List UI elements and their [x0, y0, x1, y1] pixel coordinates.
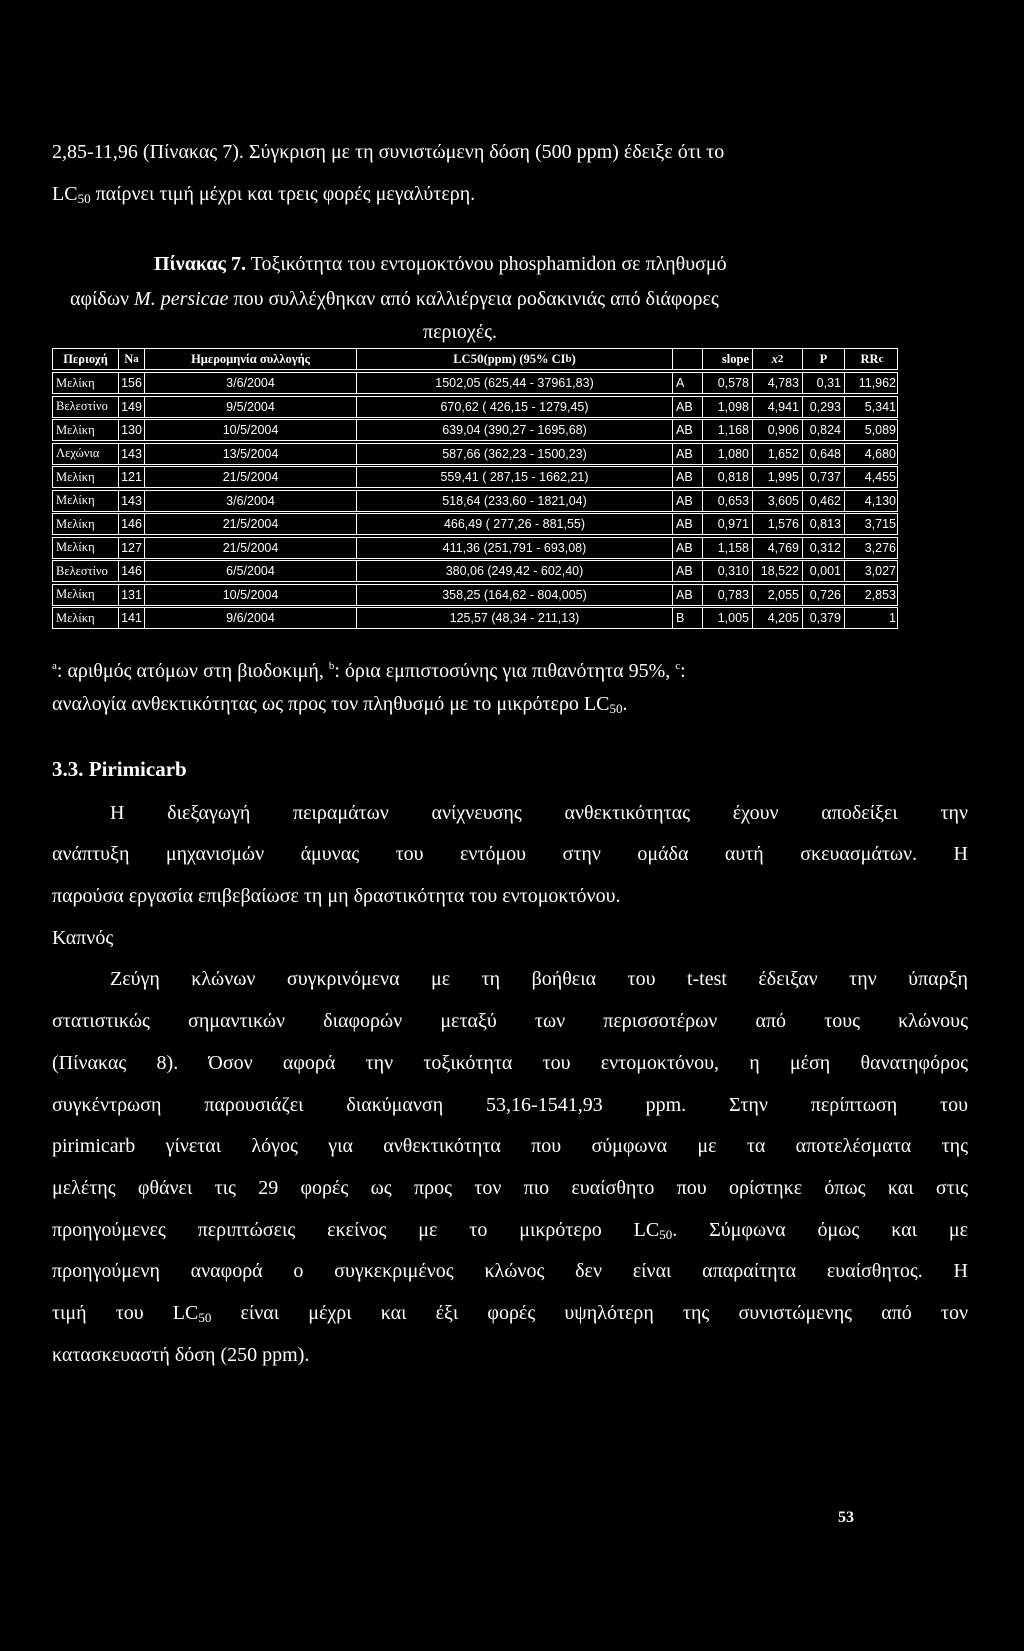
p2-line-4: συγκέντρωση παρουσιάζει διακύμανση 53,16-1541,93 ppm. Στην περίπτωση του: [52, 1094, 968, 1116]
cell-lc: 587,66 (362,23 - 1500,23): [357, 444, 673, 464]
cell-n: 130: [119, 420, 145, 440]
cell-slope: 1,005: [703, 608, 753, 628]
header-chi2: x 2: [753, 349, 803, 369]
cell-slope: 1,080: [703, 444, 753, 464]
cell-group: AB: [673, 514, 703, 534]
cell-p: 0,293: [803, 397, 845, 417]
cell-group: AB: [673, 585, 703, 605]
cell-date: 9/5/2004: [145, 397, 357, 417]
cell-rr: 4,680: [864, 446, 896, 461]
cell-group: AB: [673, 420, 703, 440]
table-row: [52, 584, 898, 606]
cell-chi: 3,605: [753, 491, 803, 511]
cell-rr: 5,341: [864, 399, 896, 414]
cell-region: Μελίκη: [53, 373, 119, 393]
p2-line-3: (Πίνακας 8). Όσον αφορά την τοξικότητα του εντομοκτόνου, η μέση θανατηφόρος: [52, 1052, 968, 1074]
cell-region: Μελίκη: [53, 608, 119, 628]
cell-region: Λεχώνια: [53, 444, 119, 464]
cell-group: AB: [673, 561, 703, 581]
p2-line-7: προηγούμενες περιπτώσεις εκείνος με το μικρότερο $LC_{50}$. Σύμφωνα όμως και με: [52, 1219, 968, 1242]
cell-rr: 3,276: [864, 540, 896, 555]
cell-date: 21/5/2004: [145, 538, 357, 558]
cell-region: Μελίκη: [53, 514, 119, 534]
cell-n: 156: [119, 373, 145, 393]
cell-p: 0,31: [803, 373, 845, 393]
cell-rr: 1: [889, 611, 896, 625]
table-header-row: [52, 348, 898, 370]
table-row: [52, 372, 898, 394]
cell-n: 143: [119, 444, 145, 464]
cell-slope: 0,578: [703, 373, 753, 393]
table-caption-line-3: περιοχές.: [423, 321, 498, 343]
cell-slope: 0,818: [703, 467, 753, 487]
cell-chi: 1,995: [753, 467, 803, 487]
cell-date: 3/6/2004: [145, 373, 357, 393]
cell-group: AB: [673, 467, 703, 487]
cell-lc: 559,41 ( 287,15 - 1662,21): [357, 467, 673, 487]
cell-n: 149: [119, 397, 145, 417]
cell-lc: 411,36 (251,791 - 693,08): [357, 538, 673, 558]
header-date: Ημερομηνία συλλογής: [145, 349, 357, 369]
cell-lc: 670,62 ( 426,15 - 1279,45): [357, 397, 673, 417]
cell-p: 0,462: [803, 491, 845, 511]
cell-region: Βελεστίνο: [53, 561, 119, 581]
toxicity-table: [52, 348, 898, 630]
cell-slope: 0,653: [703, 491, 753, 511]
header-region: Περιοχή: [53, 349, 119, 369]
cell-region: Μελίκη: [53, 491, 119, 511]
cell-chi: 1,652: [753, 444, 803, 464]
cell-p: 0,737: [803, 467, 845, 487]
p2-line-6: μελέτης φθάνει τις 29 φορές ως προς τον πιο ευαίσθητο που ορίστηκε όπως και στις: [52, 1177, 968, 1199]
cell-group: AB: [673, 538, 703, 558]
cell-group: AB: [673, 444, 703, 464]
cell-p: 0,001: [803, 561, 845, 581]
section-heading: 3.3. Pirimicarb: [52, 757, 187, 781]
cell-slope: 1,098: [703, 397, 753, 417]
p2-line-8: προηγούμενη αναφορά ο συγκεκριμένος κλώνος δεν είναι απαραίτητα ευαίσθητος. Η: [52, 1260, 968, 1282]
cell-date: 13/5/2004: [145, 444, 357, 464]
cell-rr: 4,455: [864, 470, 896, 484]
cell-p: 0,824: [803, 420, 845, 440]
p2-line-10: κατασκευαστή δόση (250 ppm).: [52, 1344, 310, 1366]
cell-date: 21/5/2004: [145, 514, 357, 534]
cell-region: Βελεστίνο: [53, 397, 119, 417]
header-rr: RR c: [860, 351, 884, 366]
cell-region: Μελίκη: [53, 538, 119, 558]
cell-date: 10/5/2004: [145, 585, 357, 605]
cell-lc: 639,04 (390,27 - 1695,68): [357, 420, 673, 440]
header-slope: slope: [703, 349, 753, 369]
cell-rr: 3,027: [864, 564, 896, 578]
cell-date: 6/5/2004: [145, 561, 357, 581]
cell-chi: 1,576: [753, 514, 803, 534]
cell-n: 146: [119, 514, 145, 534]
cell-region: Μελίκη: [53, 585, 119, 605]
header-group: [673, 349, 703, 369]
cell-date: 21/5/2004: [145, 467, 357, 487]
p2-line-1: Ζεύγη κλώνων συγκρινόμενα με τη βοήθεια του t-test έδειξαν την ύπαρξη: [110, 968, 968, 990]
footnote-line-1: $^a$: αριθμός ατόμων στη βιοδοκιμή, $^b$: όρια εμπιστοσύνης για πιθανότητα 95%, $^c$:: [52, 660, 686, 682]
cell-chi: 4,769: [753, 538, 803, 558]
cell-n: 131: [119, 585, 145, 605]
cell-lc: 125,57 (48,34 - 211,13): [357, 608, 673, 628]
cell-lc: 1502,05 (625,44 - 37961,83): [357, 373, 673, 393]
intro-line-2: $LC_{50}$ παίρνει τιμή μέχρι και τρεις φορές μεγαλύτερη.: [52, 183, 476, 206]
cell-date: 9/6/2004: [145, 608, 357, 628]
cell-chi: 2,055: [753, 585, 803, 605]
footnote-line-2: αναλογία ανθεκτικότητας ως προς τον πληθυσμό με το μικρότερο $LC_{50}$.: [52, 693, 628, 716]
cell-slope: 0,310: [703, 561, 753, 581]
cell-region: Μελίκη: [53, 467, 119, 487]
cell-lc: 466,49 ( 277,26 - 881,55): [357, 514, 673, 534]
table-caption: Πίνακας 7. Τοξικότητα του εντομοκτόνου phosphamidon σε πληθυσμό: [154, 253, 727, 275]
cell-rr: 4,130: [864, 493, 896, 508]
cell-n: 146: [119, 561, 145, 581]
cell-group: AB: [673, 491, 703, 511]
table-row: [52, 419, 898, 441]
page-number: 53: [838, 1509, 854, 1526]
cell-lc: 358,25 (164,62 - 804,005): [357, 585, 673, 605]
p2-line-9: τιμή του $LC_{50}$ είναι μέχρι και έξι φορές υψηλότερη της συνιστώμενης από τον: [52, 1302, 968, 1325]
table-row: [52, 607, 898, 629]
table-row: [52, 560, 898, 582]
cell-p: 0,379: [803, 608, 845, 628]
cell-chi: 4,783: [753, 373, 803, 393]
table-row: [52, 490, 898, 512]
p1-line-3: παρούσα εργασία επιβεβαίωσε τη μη δραστικότητα του εντομοκτόνου.: [52, 885, 621, 907]
p1-line-2: ανάπτυξη μηχανισμών άμυνας του εντόμου στην ομάδα αυτή σκευασμάτων. Η: [52, 843, 968, 865]
header-n: N a: [119, 349, 145, 369]
p1-line-1: Η διεξαγωγή πειραμάτων ανίχνευσης ανθεκτικότητας έχουν αποδείξει την: [110, 802, 968, 824]
table-row: [52, 466, 898, 488]
cell-slope: 1,158: [703, 538, 753, 558]
cell-p: 0,648: [803, 444, 845, 464]
table-row: [52, 443, 898, 465]
cell-n: 143: [119, 491, 145, 511]
cell-lc: 518,64 (233,60 - 1821,04): [357, 491, 673, 511]
table-row: [52, 396, 898, 418]
table-caption-line-2: αφίδων M. persicae που συλλέχθηκαν από καλλιέργεια ροδακινιάς από διάφορες: [70, 288, 719, 310]
cell-lc: 380,06 (249,42 - 602,40): [357, 561, 673, 581]
cell-chi: 18,522: [753, 561, 803, 581]
cell-group: A: [673, 373, 703, 393]
cell-slope: 0,971: [703, 514, 753, 534]
cell-region: Μελίκη: [53, 420, 119, 440]
cell-p: 0,312: [803, 538, 845, 558]
cell-rr: 3,715: [864, 517, 896, 531]
cell-n: 127: [119, 538, 145, 558]
cell-n: 121: [119, 467, 145, 487]
cell-n: 141: [119, 608, 145, 628]
p2-line-2: στατιστικώς σημαντικών διαφορών μεταξύ των περισσοτέρων από τους κλώνους: [52, 1010, 968, 1032]
header-lc50: LC 50 (ppm) (95% CI b ): [357, 349, 673, 369]
cell-rr: 2,853: [864, 587, 896, 602]
cell-group: B: [673, 608, 703, 628]
table-row: [52, 537, 898, 559]
cell-p: 0,726: [803, 585, 845, 605]
cell-chi: 0,906: [753, 420, 803, 440]
cell-date: 10/5/2004: [145, 420, 357, 440]
cell-slope: 1,168: [703, 420, 753, 440]
subheading-tobacco: Καπνός: [52, 927, 114, 949]
cell-slope: 0,783: [703, 585, 753, 605]
table-row: [52, 513, 898, 535]
cell-date: 3/6/2004: [145, 491, 357, 511]
cell-rr: 5,089: [864, 423, 896, 437]
cell-p: 0,813: [803, 514, 845, 534]
cell-chi: 4,205: [753, 608, 803, 628]
p2-line-5: pirimicarb γίνεται λόγος για ανθεκτικότητα που σύμφωνα με τα αποτελέσματα της: [52, 1135, 968, 1157]
header-p: P: [803, 349, 845, 369]
cell-group: AB: [673, 397, 703, 417]
cell-chi: 4,941: [753, 397, 803, 417]
intro-line-1: 2,85-11,96 (Πίνακας 7). Σύγκριση με τη συνιστώμενη δόση (500 ppm) έδειξε ότι το: [52, 141, 725, 163]
cell-rr: 11,962: [858, 376, 896, 390]
